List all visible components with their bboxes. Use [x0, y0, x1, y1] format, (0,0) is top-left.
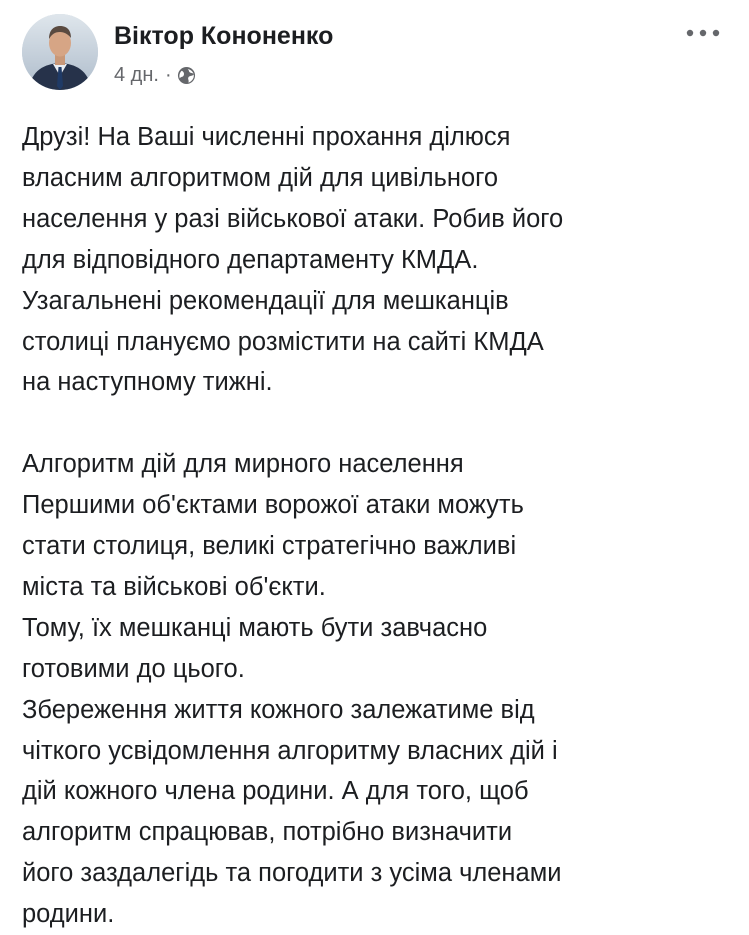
post-text-line: на наступному тижні. — [22, 368, 273, 397]
post-text-line: населення у разі військової атаки. Робив його — [22, 204, 564, 233]
post-text-line: столиці плануємо розмістити на сайті КМДА — [22, 327, 544, 356]
post-text-line: Друзі! На Ваші численні прохання ділюся — [22, 123, 511, 151]
post-text-line: чіткого усвідомлення алгоритму власних дій і — [22, 736, 558, 765]
post-text — [22, 117, 732, 935]
author-avatar[interactable] — [22, 14, 98, 90]
post-meta — [114, 61, 196, 89]
post-text-line: для відповідного департаменту КМДА. — [22, 245, 479, 274]
post-timestamp[interactable]: 4 дн. — [114, 63, 159, 86]
post-text-line: Тому, їх мешканці мають бути завчасно — [22, 613, 488, 642]
post-text-line: дій кожного члена родини. А для того, щоб — [22, 777, 529, 806]
paragraph-gap — [22, 403, 732, 444]
post-text-line: Алгоритм дій для мирного населення — [22, 450, 464, 479]
meta-separator: · — [164, 63, 172, 86]
post-header — [22, 14, 727, 94]
post-text-line: алгоритм спрацював, потрібно визначити — [22, 818, 513, 847]
author-name[interactable]: Віктор Кононенко — [114, 22, 334, 50]
post-text-line: стати столиця, великі стратегічно важливі — [22, 532, 517, 561]
post-text-line: його заздалегідь та погодити з усіма членами — [22, 859, 562, 888]
globe-icon[interactable] — [177, 66, 196, 85]
profile-photo-icon — [22, 14, 98, 90]
post-text-line: Узагальнені рекомендації для мешканців — [22, 286, 509, 315]
post-text-line: Збереження життя кожного залежатиме від — [22, 695, 535, 724]
post-options-button[interactable] — [679, 18, 727, 48]
post-text-line: власним алгоритмом дій для цивільного — [22, 163, 499, 192]
post-text-line: готовими до цього. — [22, 654, 245, 683]
post-text-line: міста та військові об'єкти. — [22, 572, 326, 601]
more-options-icon — [683, 28, 723, 38]
post-text-line: Першими об'єктами ворожої атаки можуть — [22, 491, 524, 520]
post-text-line: родини. — [22, 900, 115, 929]
